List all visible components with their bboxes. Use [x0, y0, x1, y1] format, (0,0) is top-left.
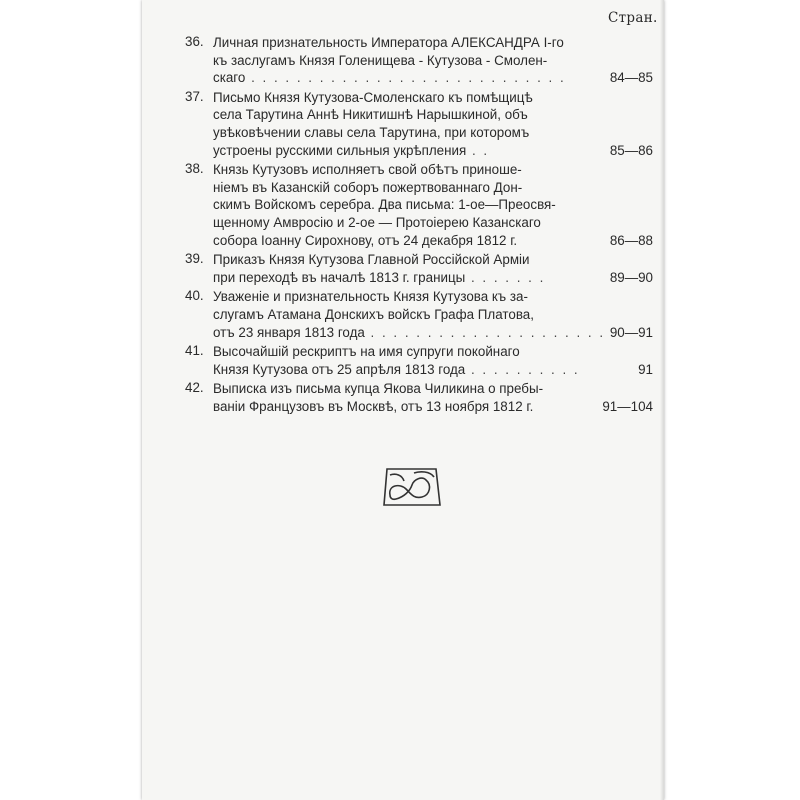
toc-entry-37: [185, 89, 655, 159]
entry-title: [213, 288, 606, 341]
entry-title: [213, 380, 593, 415]
dot-leader: . . . . . . .: [465, 269, 546, 285]
entry-line: [213, 69, 593, 87]
entry-title: [213, 343, 593, 378]
entry-line: ніемъ въ Казанскій соборъ пожертвованнаго Дон-: [213, 179, 523, 195]
entry-line: [213, 324, 606, 342]
entry-line: [213, 269, 593, 287]
entry-pages: 91—104: [602, 398, 653, 414]
entry-number: 42.: [185, 380, 204, 396]
entry-line: [213, 142, 593, 160]
entry-line: скимъ Войскомъ серебра. Два письма: 1-ое—Преосвя-: [213, 197, 556, 213]
entry-line: Личная признательность Императора АЛЕКСАНДРА І-го: [213, 35, 564, 50]
dot-leader: . . . . . . . . . .: [465, 361, 580, 377]
entry-line: собора Іоанну Сирохнову, отъ 24 декабря 1812 г.: [213, 232, 518, 248]
dot-leader: . .: [466, 142, 490, 158]
entry-line: увѣковѣчении славы села Тарутина, при которомъ: [213, 124, 530, 140]
vignette-ornament-icon: [378, 459, 446, 511]
entry-line-text: отъ 23 января 1813 года: [213, 324, 365, 340]
entry-pages: 86—88: [609, 232, 653, 248]
entry-line: села Тарутина Аннѣ Никитишнѣ Нарышкиной, объ: [213, 107, 528, 123]
entry-line: къ заслугамъ Князя Голенищева - Кутузова - Смолен-: [213, 52, 548, 68]
table-of-contents: [185, 34, 655, 417]
entry-line: слугамъ Атамана Донскихъ войскъ Графа Платова,: [213, 306, 534, 322]
toc-entry-41: [185, 343, 655, 378]
entry-pages: 91: [638, 361, 653, 377]
page-column-header: Стран.: [608, 10, 658, 26]
entry-line: Письмо Князя Кутузова-Смоленскаго къ помѣщицѣ: [213, 89, 533, 105]
entry-line-text: устроены русскими сильныя укрѣпления: [213, 142, 467, 158]
entry-number: 39.: [185, 251, 204, 267]
entry-title: [213, 34, 593, 87]
entry-pages: 90—91: [609, 324, 653, 340]
entry-title: [213, 161, 593, 249]
toc-entry-39: [185, 251, 655, 286]
entry-line: щенному Амвросію и 2-ое — Протоіерею Казанскаго: [213, 214, 541, 230]
entry-line-text: скаго: [213, 70, 246, 86]
toc-entry-42: [185, 380, 655, 415]
entry-line-text: при переходѣ въ началѣ 1813 г. границы: [213, 269, 466, 285]
entry-pages: 89—90: [609, 269, 653, 285]
entry-title: [213, 89, 593, 159]
entry-number: 37.: [185, 88, 204, 104]
dot-leader: . . . . . . . . . . . . . . . . . . . . .: [364, 324, 606, 340]
entry-line: Приказъ Князя Кутузова Главной Россійской Арміи: [213, 252, 530, 268]
entry-number: 40.: [185, 288, 204, 304]
entry-line-text: Князя Кутузова отъ 25 апрѣля 1813 года: [213, 361, 466, 377]
entry-line: Уваженіе и признательность Князя Кутузова къ за-: [213, 289, 528, 305]
toc-entry-36: [185, 34, 655, 87]
entry-number: 41.: [185, 343, 204, 359]
toc-entry-38: [185, 161, 655, 249]
entry-number: 38.: [185, 161, 204, 177]
entry-line: ваніи Французовъ въ Москвѣ, отъ 13 ноября 1812 г.: [213, 398, 534, 414]
toc-entry-40: [185, 288, 655, 341]
entry-title: [213, 251, 593, 286]
entry-pages: 84—85: [609, 70, 653, 86]
entry-number: 36.: [185, 34, 204, 49]
entry-line: Высочайшій рескриптъ на имя супруги покойнаго: [213, 344, 520, 360]
dot-leader: . . . . . . . . . . . . . . . . . . . . . . . . . . . .: [245, 70, 566, 86]
entry-pages: 85—86: [609, 142, 653, 158]
entry-line: Князь Кутузовъ исполняетъ свой обѣтъ приноше-: [213, 162, 522, 178]
entry-line: Выписка изъ письма купца Якова Чиликина о пребы-: [213, 381, 544, 397]
entry-line: [213, 361, 593, 379]
